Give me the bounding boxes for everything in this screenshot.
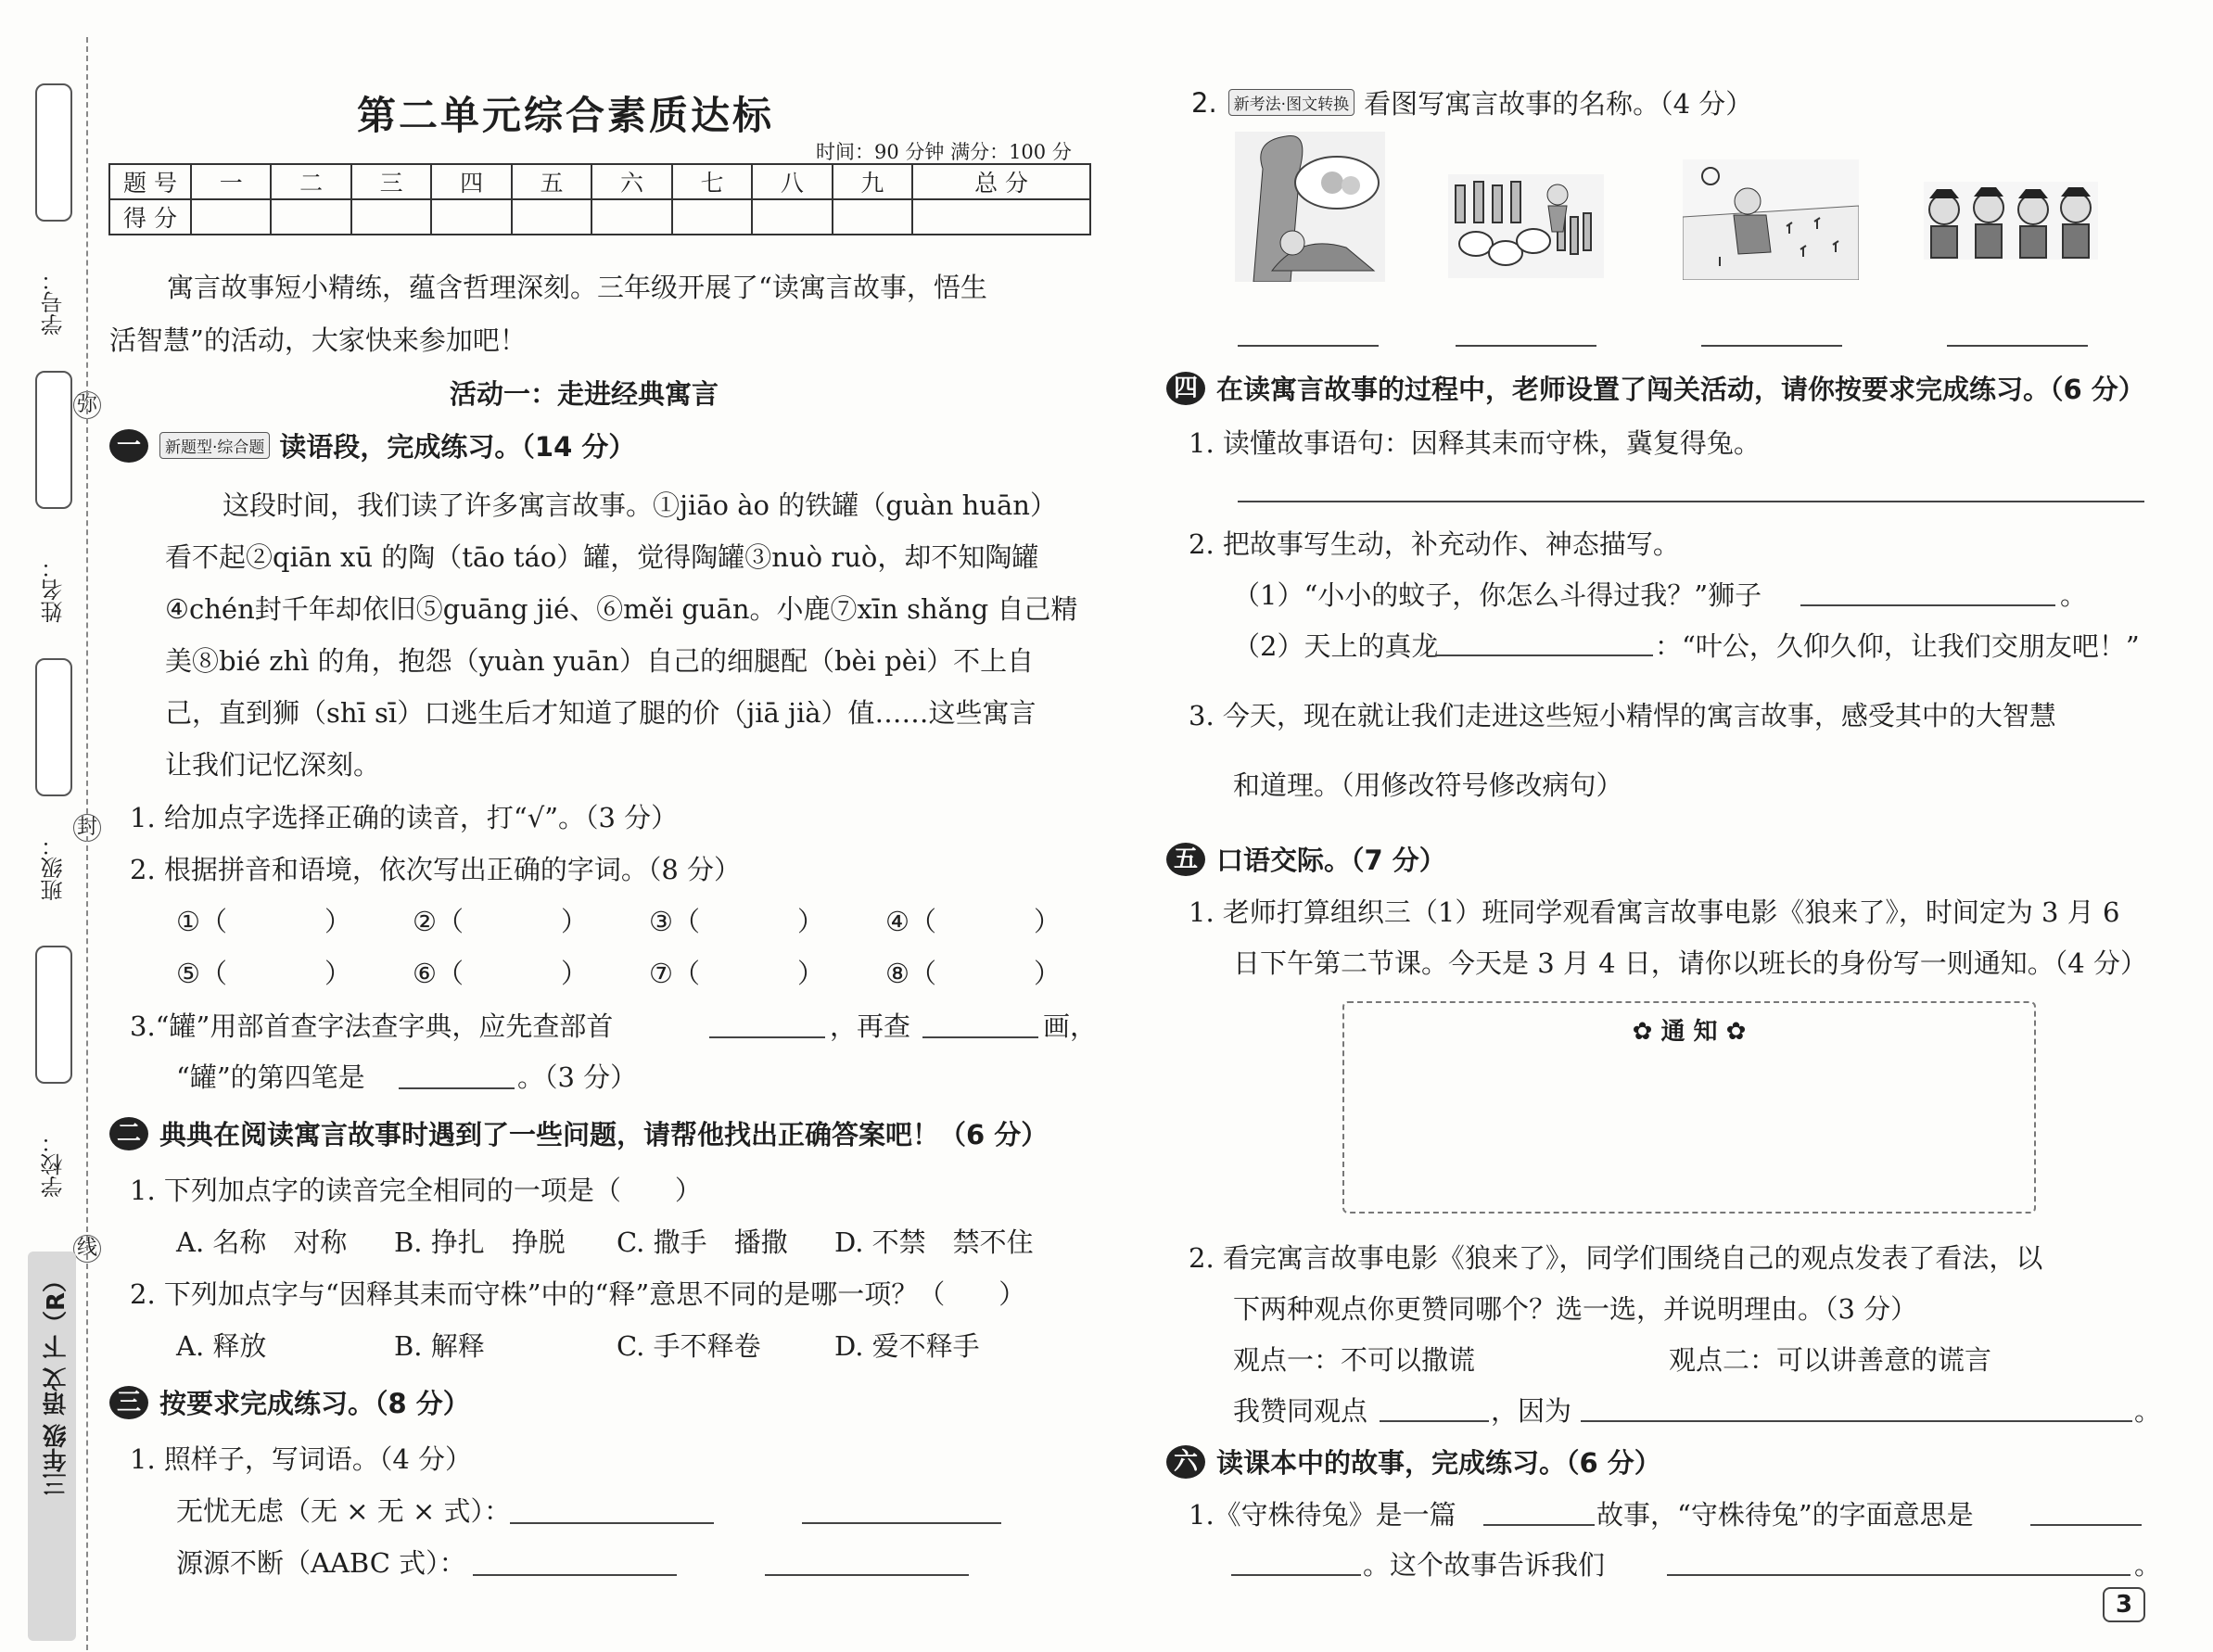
s2-q2-option-c[interactable]: C. 手不释卷 xyxy=(617,1330,761,1362)
s2-q2-option-b[interactable]: B. 解释 xyxy=(394,1330,485,1362)
section4-title: 在读寓言故事的过程中，老师设置了闯关活动，请你按要求完成练习。（6 分） xyxy=(1216,374,2145,405)
score-cell[interactable] xyxy=(912,199,1090,235)
passage-line: 看不起②qiān xū 的陶（tāo táo）罐，觉得陶罐③nuò ruò，却不知陶罐 xyxy=(165,541,1039,573)
s1-question-2: 2. 根据拼音和语境，依次写出正确的字词。（8 分） xyxy=(130,854,742,885)
answer-line[interactable] xyxy=(399,1087,515,1089)
s1-question-3-c: 画， xyxy=(1043,1010,1098,1042)
score-cell[interactable] xyxy=(431,199,511,235)
story-picture-1 xyxy=(1235,132,1385,282)
notice-title: ✿ 通 知 ✿ xyxy=(1632,1018,1747,1046)
blank-close: ） xyxy=(797,906,825,937)
answer-line[interactable] xyxy=(1238,501,2144,502)
score-header-cell: 总 分 xyxy=(912,164,1090,199)
score-header-cell: 三 xyxy=(351,164,431,199)
book-tag: 三年级 语文 下（R） xyxy=(28,1252,76,1641)
s5-question-2-line-1: 2. 看完寓言故事电影《狼来了》，同学们围绕自己的观点发表了看法，以 xyxy=(1189,1242,2043,1274)
section2-title: 典典在阅读寓言故事时遇到了一些问题，请帮他找出正确答案吧！（6 分） xyxy=(159,1119,1049,1150)
passage-line: ④chén封千年却依旧⑤guāng jié、⑥měi guān。小鹿⑦xīn shǎng 自己精 xyxy=(165,593,1078,625)
score-header-cell: 六 xyxy=(591,164,671,199)
section3-title: 按要求完成练习。（8 分） xyxy=(159,1388,470,1419)
section5-badge: 五 xyxy=(1166,843,1205,876)
s2-q1-option-b[interactable]: B. 挣扎 挣脱 xyxy=(394,1226,566,1258)
viewpoint-1[interactable]: 观点一：不可以撒谎 xyxy=(1233,1344,1476,1376)
section4-heading xyxy=(1166,369,2145,407)
s3-example-1: 无忧无虑（无 × 无 × 式）： xyxy=(176,1495,511,1527)
answer-line[interactable] xyxy=(510,1522,714,1524)
answer-line[interactable] xyxy=(1667,1574,2130,1576)
page-number: 3 xyxy=(2103,1587,2145,1622)
school-box[interactable] xyxy=(35,946,72,1084)
class-box[interactable] xyxy=(35,658,72,796)
section1-heading xyxy=(109,426,635,464)
agree-label: 我赞同观点 xyxy=(1233,1395,1368,1427)
picture-2-answer-line[interactable] xyxy=(1456,345,1596,347)
seal-xian: 线 xyxy=(73,1235,101,1263)
score-header-cell: 四 xyxy=(431,164,511,199)
s4-question-3-line-2: 和道理。（用修改符号修改病句） xyxy=(1233,769,1623,801)
school-label: 学校： xyxy=(41,1131,67,1198)
s4-question-3-line-1: 3. 今天，现在就让我们走进这些短小精悍的寓言故事，感受其中的大智慧 xyxy=(1189,700,2056,731)
score-cell[interactable] xyxy=(591,199,671,235)
s5-question-1-line-1: 1. 老师打算组织三（1）班同学观看寓言故事电影《狼来了》，时间定为 3 月 6 xyxy=(1189,896,2120,928)
s1-question-3-e: 。（3 分） xyxy=(517,1061,638,1093)
blank-open: ③（ xyxy=(649,906,700,937)
r-question-2-tag: 新考法·图文转换 xyxy=(1228,89,1355,116)
section1-tag: 新题型·综合题 xyxy=(159,432,270,459)
score-cell[interactable] xyxy=(833,199,912,235)
s2-q1-option-d[interactable]: D. 不禁 禁不住 xyxy=(834,1226,1034,1258)
section2-heading xyxy=(109,1114,1048,1152)
passage-line: 这段时间，我们读了许多寓言故事。①jiāo ào 的铁罐（guàn huān） xyxy=(223,489,1057,521)
s3-question-1: 1. 照样子，写词语。（4 分） xyxy=(130,1443,473,1475)
section6-heading xyxy=(1166,1442,1661,1480)
blank-open: ②（ xyxy=(413,906,464,937)
exam-meta: 时间：90 分钟 满分：100 分 xyxy=(816,141,1072,163)
s6-question-1-a: 1.《守株待兔》是一篇 xyxy=(1189,1499,1456,1531)
section3-heading xyxy=(109,1383,470,1421)
answer-line[interactable] xyxy=(1380,1420,1489,1422)
s2-q1-option-c[interactable]: C. 撒手 播撒 xyxy=(617,1226,788,1258)
score-header-cell: 题 号 xyxy=(109,164,191,199)
s1-question-3-a: 3.“罐”用部首查字法查字典，应先查部首 xyxy=(130,1010,614,1042)
score-header-cell: 二 xyxy=(271,164,350,199)
story-picture-4 xyxy=(1924,182,2098,260)
s2-q2-option-d[interactable]: D. 爱不释手 xyxy=(834,1330,980,1362)
answer-line[interactable] xyxy=(1435,654,1653,656)
s1-question-1: 1. 给加点字选择正确的读音，打“√”。（3 分） xyxy=(130,802,679,833)
r-question-2-heading xyxy=(1191,83,1752,121)
score-header-cell: 一 xyxy=(191,164,271,199)
student-id-box[interactable] xyxy=(35,83,72,222)
s2-q2-option-a[interactable]: A. 释放 xyxy=(176,1330,267,1362)
r-question-2-text: 看图写寓言故事的名称。（4 分） xyxy=(1364,88,1753,120)
blank-close: ） xyxy=(1034,906,1062,937)
s4-question-2-2-end: ：“叶公，久仰久仰，让我们交朋友吧！” xyxy=(1655,630,2140,662)
score-cell[interactable] xyxy=(512,199,591,235)
answer-line[interactable] xyxy=(765,1574,969,1576)
answer-line[interactable] xyxy=(922,1036,1038,1038)
s2-question-1: 1. 下列加点字的读音完全相同的一项是（ ） xyxy=(130,1175,702,1206)
score-table xyxy=(108,163,1091,235)
blank-open: ④（ xyxy=(885,906,936,937)
blank-close: ） xyxy=(797,958,825,989)
story-picture-3 xyxy=(1683,159,1859,280)
answer-line[interactable] xyxy=(1483,1524,1595,1526)
s4-question-1: 1. 读懂故事语句：因释其耒而守株，冀复得兔。 xyxy=(1189,427,1761,459)
name-label: 姓名： xyxy=(41,556,67,623)
passage-line: 让我们记忆深刻。 xyxy=(165,749,381,781)
passage-line: 美⑧bié zhì 的角，抱怨（yuàn yuān）自己的细腿配（bèi pèi）不上自 xyxy=(165,645,1035,677)
blank-open: ⑥（ xyxy=(413,958,464,989)
s3-example-2: 源源不断（AABC 式）： xyxy=(176,1547,466,1579)
s5-end-mark: 。 xyxy=(2134,1395,2162,1427)
picture-1-answer-line[interactable] xyxy=(1238,345,1379,347)
class-label: 班级： xyxy=(41,834,67,901)
activity1-heading: 活动一：走进经典寓言 xyxy=(450,378,719,410)
section5-title: 口语交际。（7 分） xyxy=(1216,845,1446,876)
score-header-cell: 八 xyxy=(752,164,832,199)
score-header-cell: 七 xyxy=(672,164,752,199)
blank-close: ） xyxy=(561,958,589,989)
blank-open: ⑤（ xyxy=(176,958,227,989)
blank-open: ①（ xyxy=(176,906,227,937)
flower-icon: ✿ xyxy=(1717,1018,1747,1046)
r-question-2-number: 2. xyxy=(1191,86,1217,119)
student-id-label: 学号： xyxy=(41,269,67,336)
answer-line[interactable] xyxy=(473,1574,677,1576)
s4-question-2: 2. 把故事写生动，补充动作、神态描写。 xyxy=(1189,528,1680,560)
blank-open: ⑧（ xyxy=(885,958,936,989)
blank-close: ） xyxy=(324,958,352,989)
notice-writing-box[interactable] xyxy=(1342,1001,2036,1214)
because-label: ，因为 xyxy=(1491,1395,1572,1427)
answer-line[interactable] xyxy=(1581,1420,2132,1422)
cut-line xyxy=(86,37,88,1650)
section6-title: 读课本中的故事，完成练习。（6 分） xyxy=(1216,1447,1661,1479)
s2-q1-option-a[interactable]: A. 名称 对称 xyxy=(176,1226,348,1258)
s4-question-2-1-end: 。 xyxy=(2060,579,2088,611)
score-cell[interactable] xyxy=(271,199,350,235)
score-cell[interactable] xyxy=(351,199,431,235)
intro-line-2: 活智慧”的活动，大家快来参加吧！ xyxy=(109,324,527,356)
section3-badge: 三 xyxy=(109,1386,148,1419)
section5-heading xyxy=(1166,840,1446,878)
story-picture-2 xyxy=(1448,174,1604,278)
picture-3-answer-line[interactable] xyxy=(1701,345,1842,347)
score-cell[interactable] xyxy=(752,199,832,235)
answer-line[interactable] xyxy=(802,1522,1001,1524)
score-row-label: 得 分 xyxy=(109,199,191,235)
picture-4-answer-line[interactable] xyxy=(1947,345,2088,347)
score-cell[interactable] xyxy=(191,199,271,235)
s2-question-2: 2. 下列加点字与“因释其耒而守株”中的“释”意思不同的是哪一项？（ ） xyxy=(130,1278,1026,1310)
blank-close: ） xyxy=(561,906,589,937)
answer-line[interactable] xyxy=(1231,1574,1361,1576)
s1-question-3-b: ，再查 xyxy=(830,1010,911,1042)
blank-close: ） xyxy=(324,906,352,937)
section4-badge: 四 xyxy=(1166,372,1205,405)
s6-end-mark: 。 xyxy=(2134,1549,2162,1581)
answer-line[interactable] xyxy=(2030,1524,2142,1526)
s6-question-1-b: 故事，“守株待兔”的字面意思是 xyxy=(1596,1499,1974,1531)
blank-close: ） xyxy=(1034,958,1062,989)
intro-line-1: 寓言故事短小精练，蕴含哲理深刻。三年级开展了“读寓言故事，悟生 xyxy=(167,272,987,303)
name-box[interactable] xyxy=(35,371,72,509)
s4-question-2-2: （2）天上的真龙 xyxy=(1233,630,1439,662)
seal-mi: 弥 xyxy=(73,391,101,419)
answer-line[interactable] xyxy=(1800,604,2055,606)
score-header-cell: 九 xyxy=(833,164,912,199)
section1-title: 读语段，完成练习。（14 分） xyxy=(279,431,636,463)
section2-badge: 二 xyxy=(109,1117,148,1150)
answer-line[interactable] xyxy=(709,1036,825,1038)
passage-line: 己，直到狮（shī sī）口逃生后才知道了腿的价（jiā jià）值……这些寓言 xyxy=(165,697,1037,729)
s5-question-1-line-2: 日下午第二节课。今天是 3 月 4 日，请你以班长的身份写一则通知。（4 分） xyxy=(1233,947,2147,979)
seal-feng: 封 xyxy=(73,814,101,842)
score-cell[interactable] xyxy=(672,199,752,235)
viewpoint-2[interactable]: 观点二：可以讲善意的谎言 xyxy=(1669,1344,1992,1376)
section6-badge: 六 xyxy=(1166,1445,1205,1479)
score-header-cell: 五 xyxy=(512,164,591,199)
section1-badge: 一 xyxy=(109,429,148,463)
s4-question-2-1: （1）“小小的蚊子，你怎么斗得过我？”狮子 xyxy=(1233,579,1762,611)
page-title: 第二单元综合素质达标 xyxy=(357,93,775,138)
s6-question-1-c: 。这个故事告诉我们 xyxy=(1363,1549,1606,1581)
s5-question-2-line-2: 下两种观点你更赞同哪个？选一选，并说明理由。（3 分） xyxy=(1233,1293,1918,1325)
s1-question-3-d: “罐”的第四笔是 xyxy=(176,1061,365,1093)
blank-open: ⑦（ xyxy=(649,958,700,989)
flower-icon: ✿ xyxy=(1632,1018,1661,1046)
